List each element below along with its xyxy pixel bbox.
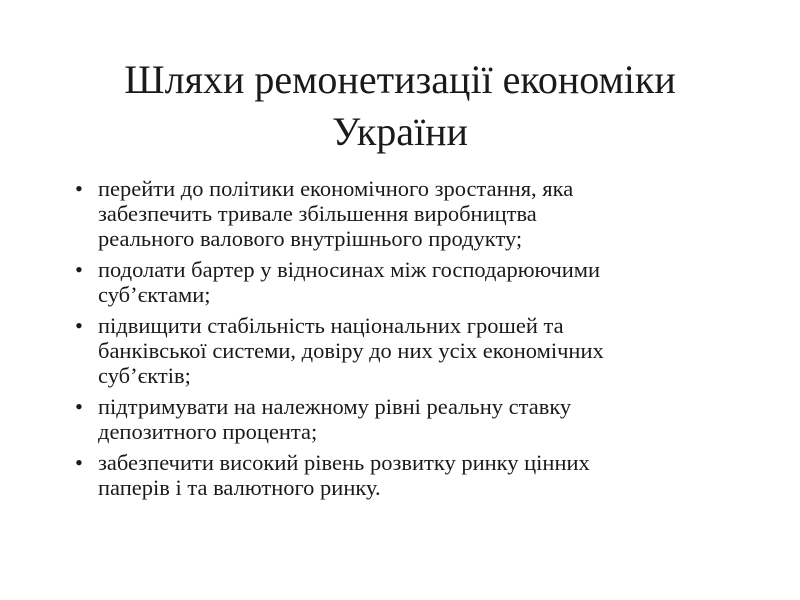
bullet-line: забезпечити високий рівень розвитку ринку цінних (98, 450, 590, 475)
bullet-line: суб’єктів; (98, 363, 191, 388)
bullet-line: підвищити стабільність національних грошей та (98, 313, 564, 338)
slide-title (60, 54, 740, 158)
bullet-line: банківської системи, довіру до них усіх економічних (98, 338, 604, 363)
bullet-line: депозитного процента; (98, 419, 318, 444)
bullet-icon: • (75, 176, 83, 201)
bullet-list (72, 176, 732, 506)
bullet-item (72, 394, 732, 444)
bullet-line: суб’єктами; (98, 282, 211, 307)
bullet-line: паперів і та валютного ринку. (98, 475, 381, 500)
bullet-line: реального валового внутрішнього продукту; (98, 226, 523, 251)
title-line-2: України (332, 109, 468, 154)
bullet-item (72, 450, 732, 500)
bullet-icon: • (75, 394, 83, 419)
bullet-line: перейти до політики економічного зростання, яка (98, 176, 574, 201)
bullet-icon: • (75, 450, 83, 475)
bullet-line: подолати бартер у відносинах між господарюючими (98, 257, 601, 282)
bullet-icon: • (75, 257, 83, 282)
bullet-item (72, 176, 732, 251)
title-line-1: Шляхи ремонетизації економіки (124, 57, 676, 102)
bullet-icon: • (75, 313, 83, 338)
bullet-item (72, 257, 732, 307)
bullet-line: забезпечить тривале збільшення виробництва (98, 201, 537, 226)
bullet-line: підтримувати на належному рівні реальну ставку (98, 394, 572, 419)
bullet-item (72, 313, 732, 388)
